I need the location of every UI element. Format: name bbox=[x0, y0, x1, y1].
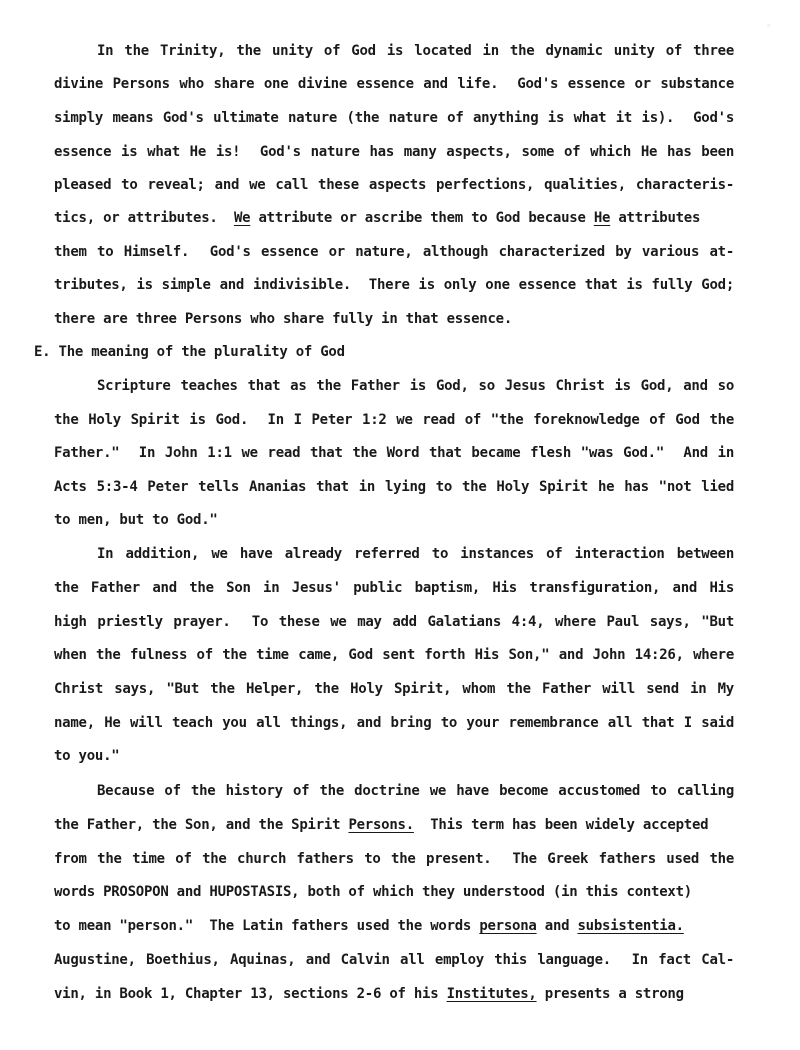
text-line: Because of the history of the doctrine we have become accustomed to calling bbox=[97, 783, 734, 799]
text-line: Augustine, Boethius, Aquinas, and Calvin all employ this language. In fact Cal- bbox=[54, 952, 734, 968]
text-line: Christ says, "But the Helper, the Holy Spirit, whom the Father will send in My bbox=[54, 681, 734, 697]
text-span: vin, in Book 1, Chapter 13, sections 2-6 of his bbox=[54, 986, 439, 1002]
text-line: name, He will teach you all things, and bring to your remembrance all that I said bbox=[54, 715, 734, 731]
text-line: pleased to reveal; and we call these aspects perfections, qualities, characteris- bbox=[54, 177, 734, 193]
text-line bbox=[54, 917, 684, 935]
text-line: from the time of the church fathers to the present. The Greek fathers used the bbox=[54, 851, 734, 867]
text-span: presents a strong bbox=[544, 986, 684, 1002]
text-line: there are three Persons who share fully in that essence. bbox=[54, 311, 513, 327]
text-line: divine Persons who share one divine essence and life. God's essence or substance bbox=[54, 76, 734, 92]
text-line: Scripture teaches that as the Father is God, so Jesus Christ is God, and so bbox=[97, 378, 734, 394]
text-line: the Holy Spirit is God. In I Peter 1:2 we read of "the foreknowledge of God the bbox=[54, 412, 734, 428]
underlined-word: subsistentia. bbox=[577, 918, 684, 934]
text-line: essence is what He is! God's nature has many aspects, some of which He has been bbox=[54, 144, 734, 160]
text-span: This term has been widely accepted bbox=[430, 817, 709, 833]
text-span: attributes bbox=[618, 210, 701, 226]
underlined-word: persona bbox=[479, 918, 537, 934]
text-line: the Father and the Son in Jesus' public baptism, His transfiguration, and His bbox=[54, 580, 734, 596]
text-line: words PROSOPON and HUPOSTASIS, both of which they understood (in this context) bbox=[54, 884, 692, 900]
text-span: the Father, the Son, and the Spirit bbox=[54, 817, 341, 833]
text-line: them to Himself. God's essence or nature, although characterized by various at- bbox=[54, 244, 734, 260]
text-line: In the Trinity, the unity of God is located in the dynamic unity of three bbox=[97, 43, 734, 59]
text-span: tics, or attributes. bbox=[54, 210, 218, 226]
underlined-word: Institutes, bbox=[446, 986, 537, 1002]
text-line: to you." bbox=[54, 748, 120, 764]
underlined-word: He bbox=[593, 210, 611, 226]
text-line: Acts 5:3-4 Peter tells Ananias that in lying to the Holy Spirit he has "not lied bbox=[54, 479, 734, 495]
text-line: tributes, is simple and indivisible. There is only one essence that is fully God; bbox=[54, 277, 734, 293]
text-line: In addition, we have already referred to instances of interaction between bbox=[97, 546, 734, 562]
text-line: Father." In John 1:1 we read that the Word that became flesh "was God." And in bbox=[54, 445, 734, 461]
text-line: high priestly prayer. To these we may add Galatians 4:4, where Paul says, "But bbox=[54, 614, 734, 630]
text-line bbox=[54, 209, 700, 227]
text-line: simply means God's ultimate nature (the nature of anything is what it is). God's bbox=[54, 110, 734, 126]
text-line: when the fulness of the time came, God sent forth His Son," and John 14:26, where bbox=[54, 647, 734, 663]
scan-mark-icon: ◦ bbox=[766, 22, 772, 32]
text-span: and bbox=[544, 918, 570, 934]
text-span: attribute or ascribe them to God because bbox=[258, 210, 586, 226]
text-span: to mean "person." The Latin fathers used the words bbox=[54, 918, 472, 934]
text-line bbox=[54, 985, 684, 1003]
section-heading: E. The meaning of the plurality of God bbox=[34, 344, 345, 360]
text-line: to men, but to God." bbox=[54, 512, 218, 528]
underlined-word: We bbox=[233, 210, 251, 226]
text-line bbox=[54, 816, 708, 834]
underlined-word: Persons. bbox=[348, 817, 414, 833]
